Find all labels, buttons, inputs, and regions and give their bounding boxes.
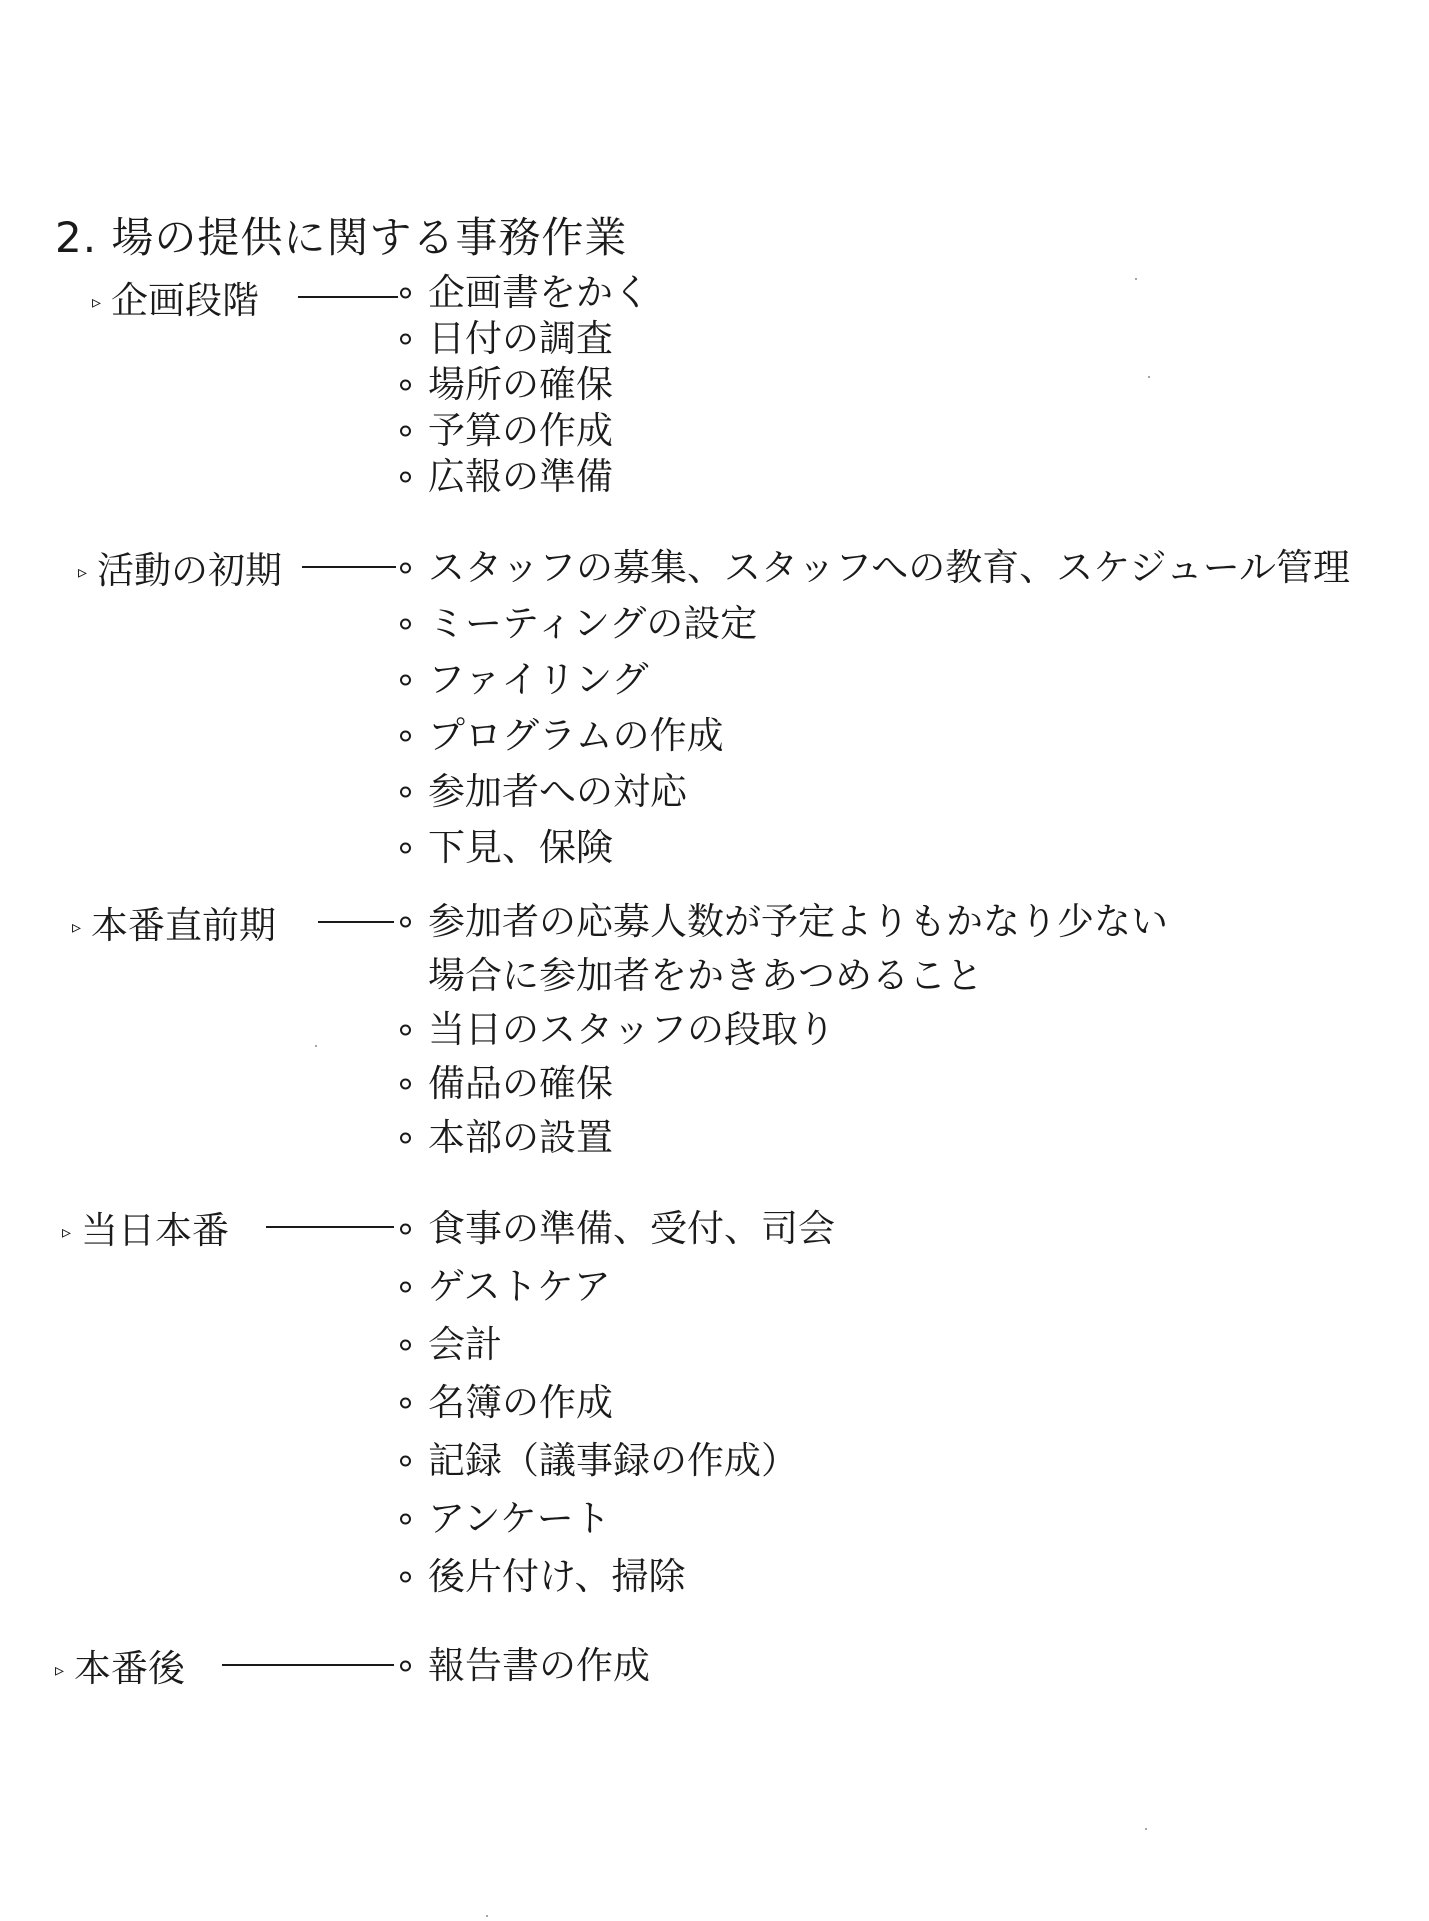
bullet-icon [400,1661,411,1672]
bullet-icon [400,1514,411,1525]
bullet-icon [400,472,411,483]
list-item: ゲストケア [400,1258,835,1316]
scan-speck [1148,376,1150,378]
section-label [72,895,276,949]
connector-line [266,1226,394,1228]
scan-speck [1135,278,1137,280]
scan-speck [486,1915,488,1917]
list-item: 備品の確保 [400,1057,1168,1111]
section-label-text: 企画段階 [111,279,260,322]
triangle-icon: ▹ [78,562,88,583]
bullet-icon [400,1282,411,1293]
list-item: 記録（議事録の作成） [400,1432,835,1490]
list-item: 報告書の作成 [400,1638,650,1694]
item-list [400,270,650,500]
list-item: アンケート [400,1490,835,1548]
bullet-icon [400,619,411,630]
bullet-icon [400,380,411,391]
section-label [78,540,282,594]
bullet-icon [400,731,411,742]
bullet-icon [400,1025,411,1036]
bullet-icon [400,334,411,345]
list-item: 後片付け、掃除 [400,1548,835,1606]
connector-line [318,921,394,923]
bullet-icon [400,675,411,686]
item-list [400,1200,835,1606]
bullet-icon [400,288,411,299]
list-item: 日付の調査 [400,316,650,362]
item-list [400,540,1350,876]
item-list [400,1638,650,1694]
bullet-icon [400,1456,411,1467]
bullet-icon [400,787,411,798]
triangle-icon: ▹ [92,292,102,313]
bullet-icon [400,917,411,928]
section-label-text: 本番直前期 [91,904,277,947]
connector-line [298,296,398,298]
list-item: プログラムの作成 [400,708,1350,764]
bullet-icon [400,1133,411,1144]
list-item: 当日のスタッフの段取り [400,1003,1168,1057]
bullet-icon [400,1398,411,1409]
scan-speck [1145,1828,1147,1830]
page-title: 2. 場の提供に関する事務作業 [55,213,628,262]
bullet-icon [400,563,411,574]
section-label [92,270,259,324]
bullet-icon [400,1572,411,1583]
section-label-text: 活動の初期 [97,549,283,592]
connector-line [222,1664,394,1666]
bullet-icon [400,1079,411,1090]
section-label-text: 当日本番 [81,1209,230,1252]
list-item: 予算の作成 [400,408,650,454]
section-label [62,1200,229,1254]
triangle-icon: ▹ [72,917,82,938]
list-item: 名簿の作成 [400,1374,835,1432]
triangle-icon: ▹ [55,1660,65,1681]
scan-speck [315,1045,317,1047]
bullet-icon [400,843,411,854]
list-item: 食事の準備、受付、司会 [400,1200,835,1258]
bullet-icon [400,1224,411,1235]
section-label-text: 本番後 [74,1647,186,1690]
list-item: ミーティングの設定 [400,596,1350,652]
list-item: 参加者への対応 [400,764,1350,820]
triangle-icon: ▹ [62,1222,72,1243]
list-item: 企画書をかく [400,270,650,316]
list-item: 場所の確保 [400,362,650,408]
list-item: 参加者の応募人数が予定よりもかなり少ない 場合に参加者をかきあつめること [400,895,1168,1003]
list-item: スタッフの募集、スタッフへの教育、スケジュール管理 [400,540,1350,596]
list-item: 下見、保険 [400,820,1350,876]
list-item: 会計 [400,1316,835,1374]
bullet-icon [400,1340,411,1351]
bullet-icon [400,426,411,437]
section-label [55,1638,185,1692]
list-item: 本部の設置 [400,1111,1168,1165]
connector-line [302,566,396,568]
item-list [400,895,1168,1165]
list-item: 広報の準備 [400,454,650,500]
list-item: ファイリング [400,652,1350,708]
